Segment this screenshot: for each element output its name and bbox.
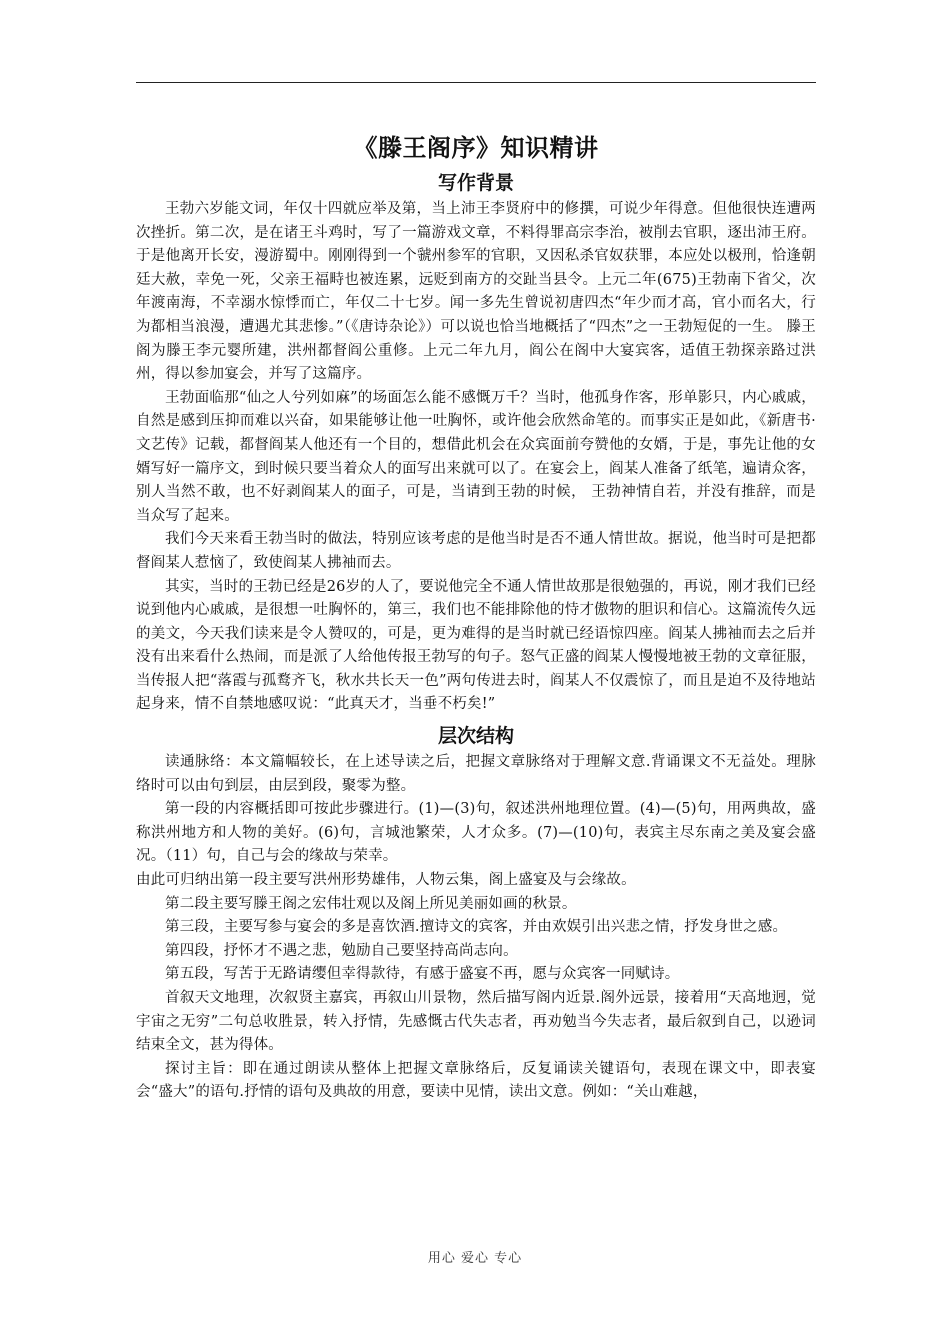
document-title: 《滕王阁序》知识精讲	[353, 134, 599, 162]
paragraph: 首叙天文地理，次叙贤主嘉宾，再叙山川景物，然后描写阁内近景.阁外远景，接着用“天高地迥，觉宇宙之无穷”二句总收胜景，转入抒情，先感慨古代失志者，再劝勉当今失志者，最后叙到自己，以逊词结束全文，甚为得体。	[136, 990, 816, 1054]
paragraph: 第四段，抒怀才不遇之悲，勉励自己要坚持高尚志向。	[165, 942, 518, 959]
page-footer: 用心 爱心 专心	[427, 1251, 523, 1266]
paragraph: 王勃六岁能文词，年仅十四就应举及第，当上沛王李贤府中的修撰，可说少年得意。但他很快连遭两次挫折。第二次，是在诸王斗鸡时，写了一篇游戏文章，不料得罪高宗李治，被削去官职，逐出沛王府。于是他离开长安，漫游蜀中。刚刚得到一个虢州参军的官职，又因私杀官奴获罪，本应处以极刑，恰逢朝廷大赦，幸免一死，父亲王福畤也被连累，远贬到南方的交趾当县令。上元二年(675)王勃南下省父，次年渡南海，不幸溺水惊悸而亡，年仅二十七岁。闻一多先生曾说初唐四杰“年少而才高，官小而名大，行为都相当浪漫，遭遇尤其悲惨。”（《唐诗杂论》）可以说也恰当地概括了“四杰”之一王勃短促的一生。 滕王阁为滕王李元婴所建，洪州都督阎公重修。上元二年九月，阎公在阁中大宴宾客，适值王勃探亲路过洪州，得以参加宴会，并写了这篇序。	[136, 201, 816, 383]
paragraph: 我们今天来看王勃当时的做法，特别应该考虑的是他当时是否不通人情世故。据说，他当时可是把都督阎某人惹恼了，致使阎某人拂袖而去。	[136, 531, 816, 571]
paragraph: 第一段的内容概括即可按此步骤进行。(1)—(3)句，叙述洪州地理位置。(4)—(5)句，用两典故，盛称洪州地方和人物的美好。(6)句，言城池繁荣，人才众多。(7)—(10)句，表宾主尽东南之美及宴会盛况。（11）句，自己与会的缘故与荣幸。	[136, 801, 816, 865]
section-heading-structure: 层次结构	[437, 725, 514, 748]
header-rule	[136, 82, 816, 83]
paragraph: 读通脉络：本文篇幅较长，在上述导读之后，把握文章脉络对于理解文意.背诵课文不无益处。理脉络时可以由句到层，由层到段，聚零为整。	[136, 754, 816, 794]
paragraph: 由此可归纳出第一段主要写洪州形势雄伟，人物云集，阁上盛宴及与会缘故。	[136, 872, 636, 889]
paragraph: 探讨主旨：即在通过朗读从整体上把握文章脉络后，反复诵读关键语句，表现在课文中，即表宴会“盛大”的语句.抒情的语句及典故的用意，要读中见情，读出文意。例如：“关山难越，	[136, 1060, 816, 1101]
section-heading-background: 写作背景	[437, 172, 514, 194]
paragraph: 其实，当时的王勃已经是26岁的人了，要说他完全不通人情世故那是很勉强的，再说，刚才我们已经说到他内心戚戚，是很想一吐胸怀的，第三，我们也不能排除他的恃才傲物的胆识和信心。这篇流传久远的美文，今天我们读来是令人赞叹的，可是，更为难得的是当时就已经语惊四座。阎某人拂袖而去之后并没有出来看什么热闹，而是派了人给他传报王勃写的句子。怒气正盛的阎某人慢慢地被王勃的文章征服，当传报人把“落霞与孤鹜齐飞，秋水共长天一色”两句传进去时，阎某人不仅震惊了，而且是迫不及待地站起身来，情不自禁地感叹说：“此真天才，当垂不朽矣!”	[136, 578, 816, 713]
paragraph: 第二段主要写滕王阁之宏伟壮观以及阁上所见美丽如画的秋景。	[165, 895, 577, 912]
document-body	[136, 128, 816, 1105]
paragraph: 第五段，写苦于无路请缨但幸得款待，有感于盛宴不再，愿与众宾客一同赋诗。	[165, 966, 680, 983]
paragraph: 王勃面临那“仙之人兮列如麻”的场面怎么能不感慨万千？当时，他孤身作客，形单影只，内心戚戚，自然是感到压抑而难以兴奋，如果能够让他一吐胸怀，或许他会欣然命笔的。而事实正是如此，《新唐书·文艺传》记载，都督阎某人他还有一个目的，想借此机会在众宾面前夸赞他的女婿，于是，事先让他的女婿写好一篇序文，到时候只要当着众人的面写出来就可以了。在宴会上，阎某人准备了纸笔，遍请众客，别人当然不敢，也不好剥阎某人的面子，可是，当请到王勃的时候， 王勃神情自若，并没有推辞，而是当众写了起来。	[136, 389, 816, 524]
paragraph: 第三段，主要写参与宴会的多是喜饮酒.擅诗文的宾客，并由欢娱引出兴悲之情，抒发身世之感。	[165, 919, 788, 936]
